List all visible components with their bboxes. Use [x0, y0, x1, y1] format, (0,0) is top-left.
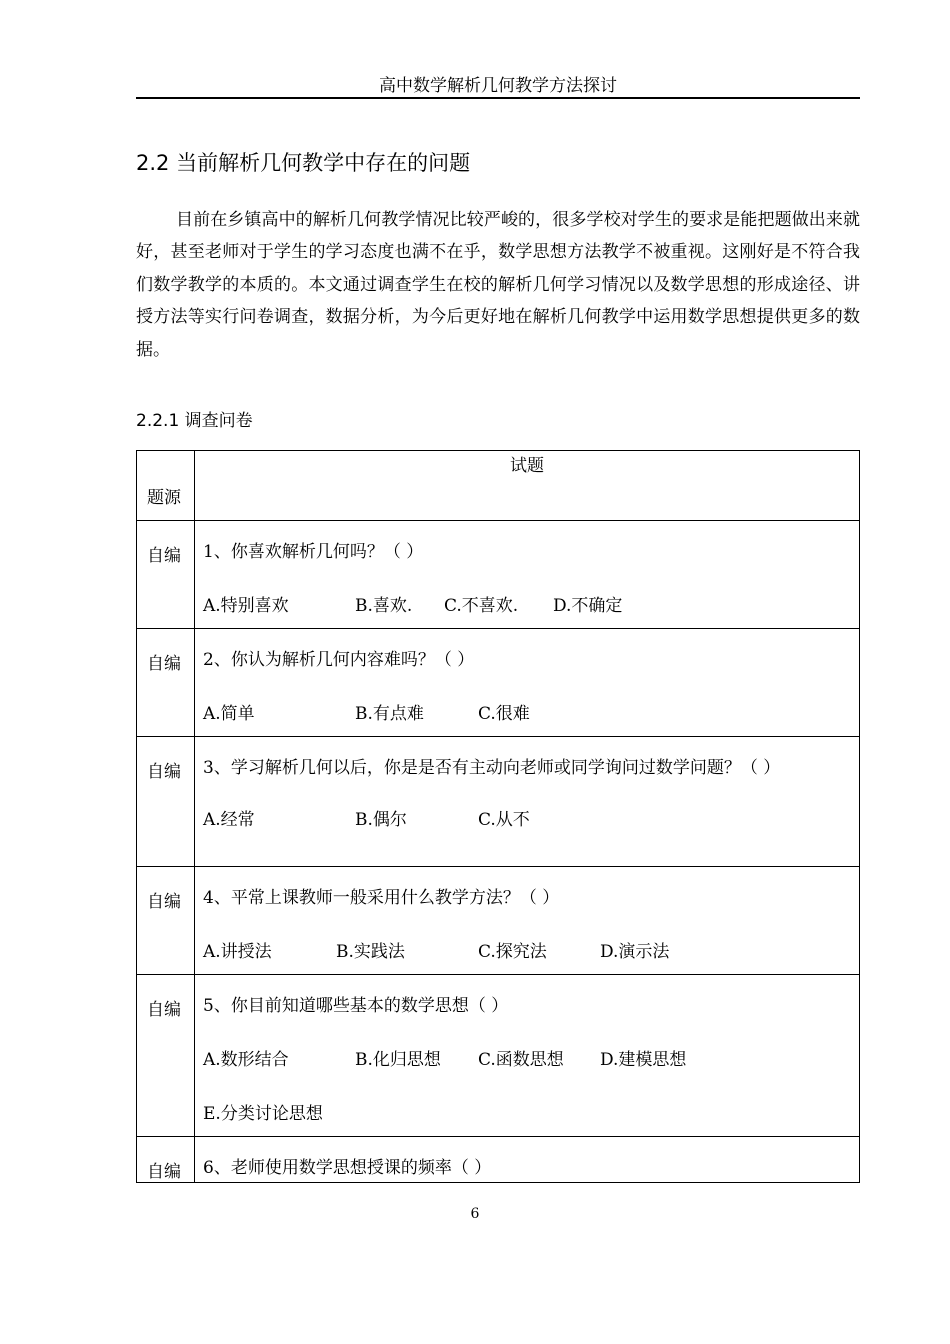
option: B.偶尔 — [355, 810, 407, 830]
row-source: 自编 — [137, 737, 195, 867]
row-question-cell — [195, 1137, 860, 1183]
option: B.化归思想 — [355, 1050, 441, 1070]
option: C.从不 — [478, 810, 530, 830]
row-question-cell — [195, 521, 860, 629]
questionnaire-table — [136, 450, 860, 1183]
option: A.简单 — [203, 704, 255, 724]
question-text: 1、你喜欢解析几何吗？（ ） — [203, 542, 424, 562]
options-line — [203, 595, 851, 617]
option: B.实践法 — [336, 942, 405, 962]
question-text: 6、老师使用数学思想授课的频率（ ） — [203, 1158, 492, 1178]
subsection-heading: 2.2.1 调查问卷 — [136, 411, 253, 431]
option: B.喜欢. — [355, 596, 413, 616]
question-text: 2、你认为解析几何内容难吗？（ ） — [203, 650, 475, 670]
table-row — [137, 1137, 860, 1183]
option: D.不确定 — [553, 596, 623, 616]
option: C.探究法 — [478, 942, 547, 962]
row-question-cell — [195, 867, 860, 975]
row-source: 自编 — [137, 867, 195, 975]
option: B.有点难 — [355, 704, 424, 724]
options-line — [203, 703, 851, 725]
section-paragraph: 目前在乡镇高中的解析几何教学情况比较严峻的，很多学校对学生的要求是能把题做出来就好，甚至老师对于学生的学习态度也满不在乎，数学思想方法教学不被重视。这刚好是不符合我们数学教学的本质的。本文通过调查学生在校的解析几何学习情况以及数学思想的形成途径、讲授方法等实行问卷调查，数据分析，为今后更好地在解析几何教学中运用数学思想提供更多的数据。 — [136, 210, 860, 360]
running-header: 高中数学解析几何教学方法探讨 — [379, 76, 617, 96]
question-text: 5、你目前知道哪些基本的数学思想（ ） — [203, 996, 509, 1016]
row-source: 自编 — [137, 1137, 195, 1183]
question-text: 3、学习解析几何以后，你是是否有主动向老师或同学询问过数学问题？（ ） — [203, 758, 781, 778]
header-question: 试题 — [195, 451, 860, 521]
row-source: 自编 — [137, 975, 195, 1137]
option: A.特别喜欢 — [203, 596, 289, 616]
page-number: 6 — [470, 1206, 480, 1222]
row-source: 自编 — [137, 629, 195, 737]
option: D.演示法 — [600, 942, 670, 962]
table-row — [137, 867, 860, 975]
section-heading: 2.2 当前解析几何教学中存在的问题 — [136, 151, 471, 175]
option: C.函数思想 — [478, 1050, 564, 1070]
table-row — [137, 975, 860, 1137]
option: A.数形结合 — [203, 1050, 289, 1070]
table-row — [137, 521, 860, 629]
table-header-row — [137, 451, 860, 521]
option: D.建模思想 — [600, 1050, 687, 1070]
options-line — [203, 809, 851, 831]
row-question-cell — [195, 629, 860, 737]
options-line — [203, 1049, 851, 1071]
header-source: 题源 — [137, 451, 195, 521]
option: A.讲授法 — [203, 942, 272, 962]
row-question-cell — [195, 737, 860, 867]
question-text: 4、平常上课教师一般采用什么教学方法？（ ） — [203, 888, 560, 908]
option: E.分类讨论思想 — [203, 1104, 323, 1124]
options-line — [203, 941, 851, 963]
option: C.很难 — [478, 704, 530, 724]
option: C.不喜欢. — [444, 596, 519, 616]
header-rule — [136, 97, 860, 99]
table-row — [137, 629, 860, 737]
table-row — [137, 737, 860, 867]
option: A.经常 — [203, 810, 255, 830]
row-question-cell — [195, 975, 860, 1137]
row-source: 自编 — [137, 521, 195, 629]
